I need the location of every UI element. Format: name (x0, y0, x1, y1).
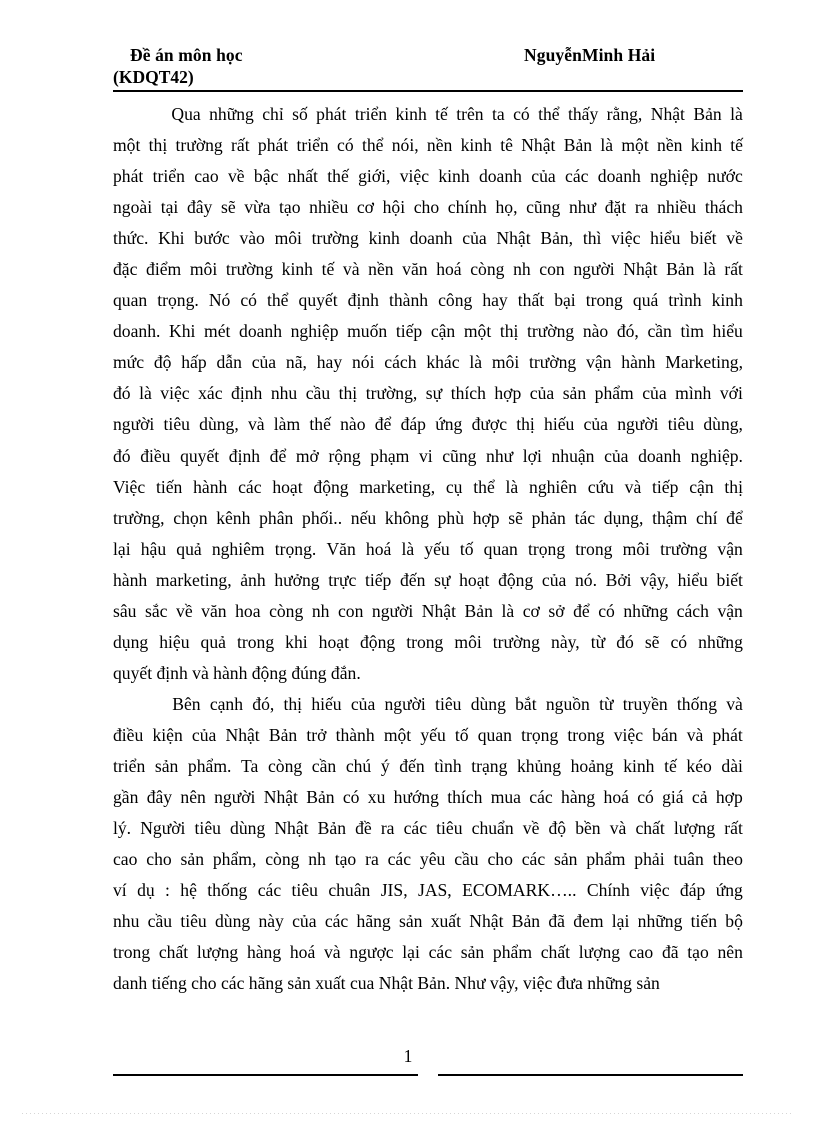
footer-page-number: 1 (403, 1046, 413, 1066)
header-divider-rule (113, 90, 743, 92)
text-line: nhu cầu tiêu dùng này của các hãng sản xuất Nhật Bản đã đem lại những tiến bộ (113, 911, 743, 932)
text-line: đó điều quyết định để mở rộng phạm vi cũng như lợi nhuận của doanh nghiệp. (113, 445, 743, 466)
text-line: Bên cạnh đó, thị hiếu của người tiêu dùng bắt nguồn từ truyền thống và (172, 693, 743, 714)
paragraph-2 (113, 689, 743, 999)
text-line: gần đây nên người Nhật Bản có xu hướng thích mua các hàng hoá có giá cả hợp (113, 787, 743, 808)
text-line: doanh. Khi mét doanh nghiệp muốn tiếp cận một thị trường nào đó, cần tìm hiểu (113, 321, 743, 342)
footer-divider-rule-right (438, 1074, 743, 1076)
text-line: quan trọng. Nó có thể quyết định thành công hay thất bại trong quá trình kinh (113, 290, 743, 311)
text-line: đặc điểm môi trường kinh tế và nền văn hoá còng nh con người Nhật Bản là rất (113, 259, 743, 280)
text-line: đó là việc xác định nhu cầu thị trường, sự thích hợp của sản phẩm của mình với (113, 383, 743, 404)
text-line: hành marketing, ảnh hưởng trực tiếp đến sự hoạt động của nó. Bởi vậy, hiểu biết (113, 569, 743, 590)
header-top-row (113, 44, 742, 66)
text-line: Qua những chỉ số phát triển kinh tế trên ta có thể thấy rằng, Nhật Bản là (171, 104, 743, 124)
footer-divider-rule-left (113, 1074, 418, 1076)
text-line: mức độ hấp dẫn của nã, hay nói cách khác là môi trường vận hành Marketing, (113, 352, 743, 373)
text-line: dụng hiệu quả trong khi hoạt động trong môi trường này, từ đó sẽ có những (113, 631, 743, 652)
header-author-name: NguyễnMinh Hải (524, 45, 656, 65)
text-line: quyết định và hành động đúng đắn. (113, 662, 361, 683)
header-document-title: Đề án môn học (130, 45, 243, 65)
text-line: lại hậu quả nghiêm trọng. Văn hoá là yếu tố quan trọng trong môi trường vận (113, 538, 743, 559)
text-line: ví dụ : hệ thống các tiêu chuân JIS, JAS, ECOMARK….. Chính việc đáp ứng (113, 880, 743, 901)
text-line: danh tiếng cho các hãng sản xuất cua Nhật Bản. Như vậy, việc đưa những sản (113, 973, 660, 994)
text-line: sâu sắc về văn hoa còng nh con người Nhật Bản là cơ sở để có những cách vận (113, 600, 743, 621)
text-line: trong chất lượng hàng hoá và ngược lại các sản phẩm chất lượng cao đã tạo nên (113, 942, 743, 963)
text-line: phát triển cao về bậc nhất thế giới, việc kinh doanh của các doanh nghiệp nước (113, 166, 743, 187)
text-line: điều kiện của Nhật Bản trở thành một yếu tố quan trọng trong việc bán và phát (113, 724, 743, 745)
text-line: cao cho sản phẩm, còng nh tạo ra các yêu cầu cho các sản phẩm phải tuân theo (113, 849, 743, 870)
document-body (113, 99, 743, 999)
text-line: ngoài tại đây sẽ vừa tạo nhiều cơ hội cho chính họ, cũng như đặt ra nhiều thách (113, 197, 743, 218)
text-line: thức. Khi bước vào môi trường kinh doanh của Nhật Bản, thì việc hiểu biết về (113, 228, 743, 249)
text-line: triển sản phẩm. Ta còng cần chú ý đến tình trạng khủng hoảng kinh tế kéo dài (113, 755, 743, 776)
text-line: người tiêu dùng, và làm thế nào để đáp ứng được thị hiếu của người tiêu dùng, (113, 414, 743, 435)
text-line: một thị trường rất phát triển có thể nói, nền kinh tê Nhật Bản là một nền kinh tế (113, 135, 743, 156)
text-line: trường, chọn kênh phân phối.. nếu không phù hợp sẽ phản tác dụng, thậm chí để (113, 507, 743, 528)
text-line: Việc tiến hành các hoạt động marketing, cụ thể là nghiên cứu và tiếp cận thị (113, 476, 743, 497)
text-line: lý. Người tiêu dùng Nhật Bản đề ra các tiêu chuẩn về độ bền và chất lượng rất (113, 818, 743, 839)
paragraph-1 (113, 99, 743, 689)
page-header (113, 44, 742, 87)
header-course-code: (KDQT42) (113, 67, 194, 87)
scan-edge-artifact (22, 1113, 794, 1114)
